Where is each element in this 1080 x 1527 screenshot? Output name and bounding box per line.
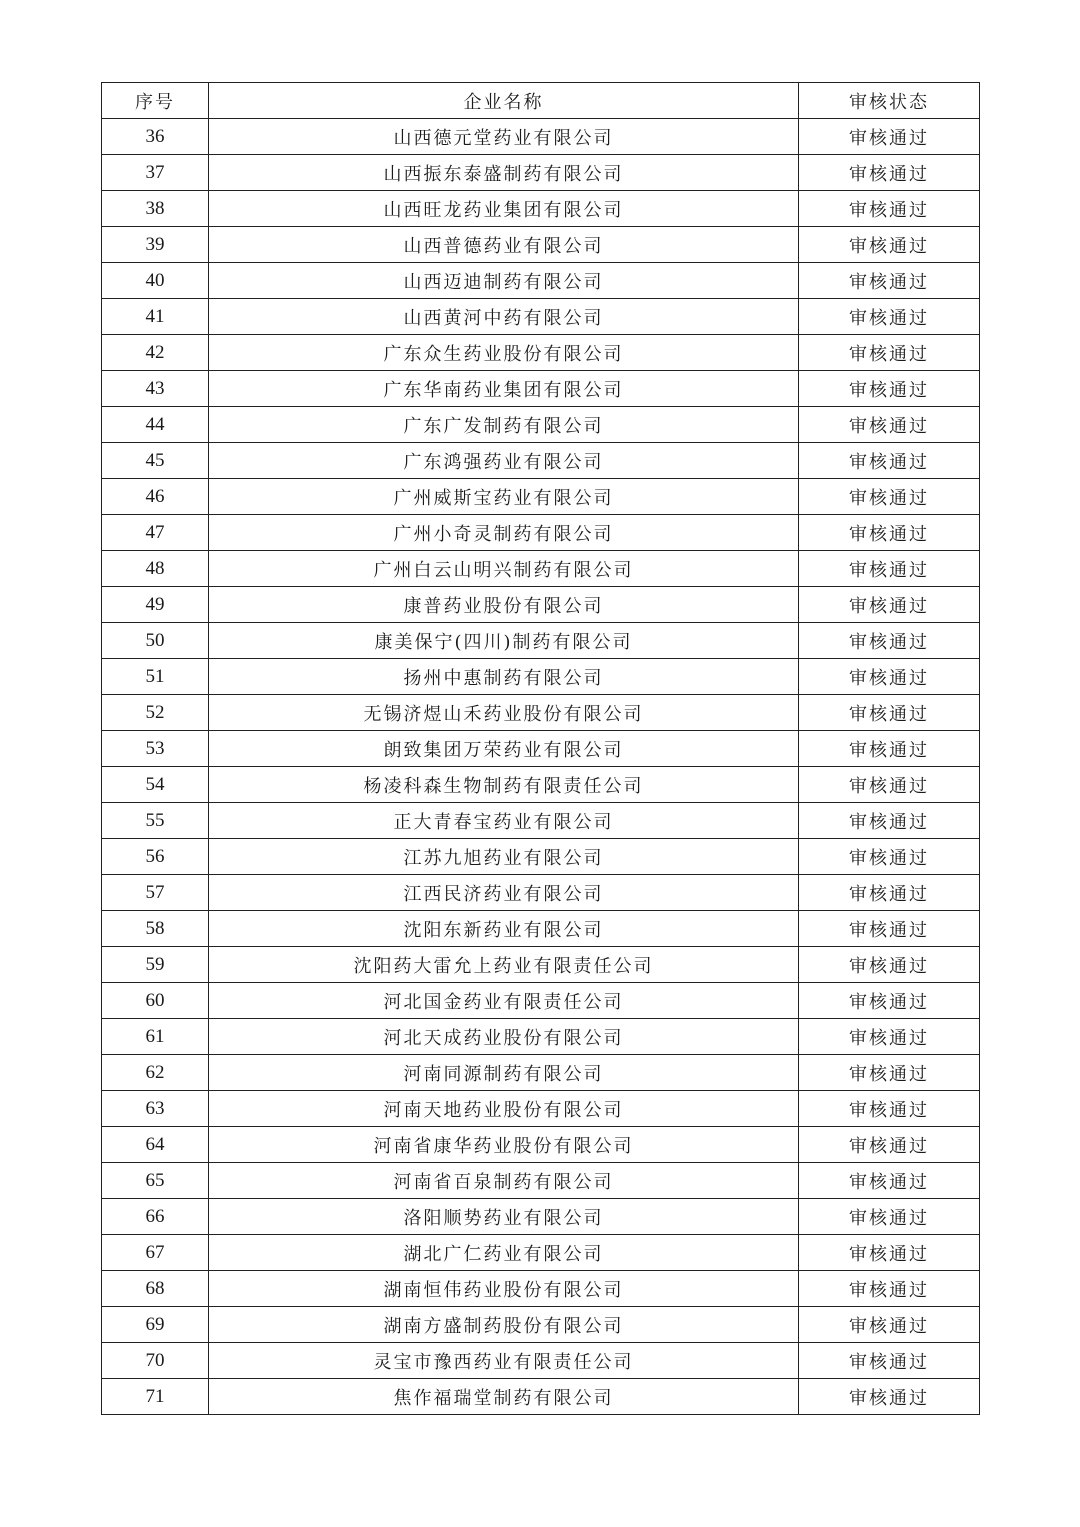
company-name: 杨凌科森生物制药有限责任公司	[209, 767, 799, 803]
company-name: 沈阳药大雷允上药业有限责任公司	[209, 947, 799, 983]
row-number: 56	[102, 839, 209, 875]
table-row	[102, 1091, 980, 1127]
row-number: 64	[102, 1127, 209, 1163]
review-status: 审核通过	[799, 803, 980, 839]
review-status: 审核通过	[799, 407, 980, 443]
header-review-status: 审核状态	[799, 83, 980, 119]
table-row	[102, 371, 980, 407]
review-status: 审核通过	[799, 1343, 980, 1379]
row-number: 50	[102, 623, 209, 659]
review-status: 审核通过	[799, 1379, 980, 1415]
table-row	[102, 263, 980, 299]
company-name: 山西旺龙药业集团有限公司	[209, 191, 799, 227]
table-row	[102, 335, 980, 371]
company-name: 朗致集团万荣药业有限公司	[209, 731, 799, 767]
row-number: 70	[102, 1343, 209, 1379]
table-row	[102, 443, 980, 479]
table-row	[102, 659, 980, 695]
review-status: 审核通过	[799, 299, 980, 335]
company-name: 扬州中惠制药有限公司	[209, 659, 799, 695]
table-row	[102, 1379, 980, 1415]
review-status: 审核通过	[799, 551, 980, 587]
header-row	[102, 83, 980, 119]
table-row	[102, 299, 980, 335]
table-row	[102, 587, 980, 623]
table-row	[102, 1199, 980, 1235]
company-name: 河南天地药业股份有限公司	[209, 1091, 799, 1127]
review-status: 审核通过	[799, 1127, 980, 1163]
company-name: 广州白云山明兴制药有限公司	[209, 551, 799, 587]
review-status: 审核通过	[799, 1163, 980, 1199]
table-row	[102, 1055, 980, 1091]
company-review-table	[101, 82, 980, 1415]
table-row	[102, 479, 980, 515]
row-number: 67	[102, 1235, 209, 1271]
row-number: 45	[102, 443, 209, 479]
company-name: 河北国金药业有限责任公司	[209, 983, 799, 1019]
review-status: 审核通过	[799, 695, 980, 731]
review-status: 审核通过	[799, 767, 980, 803]
review-status: 审核通过	[799, 119, 980, 155]
review-status: 审核通过	[799, 1091, 980, 1127]
table-row	[102, 1127, 980, 1163]
table-row	[102, 1271, 980, 1307]
row-number: 65	[102, 1163, 209, 1199]
row-number: 55	[102, 803, 209, 839]
company-name: 沈阳东新药业有限公司	[209, 911, 799, 947]
table-row	[102, 875, 980, 911]
row-number: 61	[102, 1019, 209, 1055]
row-number: 54	[102, 767, 209, 803]
table-row	[102, 1019, 980, 1055]
company-name: 广东鸿强药业有限公司	[209, 443, 799, 479]
header-company-name: 企业名称	[209, 83, 799, 119]
review-status: 审核通过	[799, 1199, 980, 1235]
table-row	[102, 623, 980, 659]
company-name: 山西德元堂药业有限公司	[209, 119, 799, 155]
row-number: 46	[102, 479, 209, 515]
company-name: 广东广发制药有限公司	[209, 407, 799, 443]
row-number: 48	[102, 551, 209, 587]
table-row	[102, 551, 980, 587]
row-number: 42	[102, 335, 209, 371]
company-name: 湖南方盛制药股份有限公司	[209, 1307, 799, 1343]
review-status: 审核通过	[799, 227, 980, 263]
review-status: 审核通过	[799, 1019, 980, 1055]
row-number: 58	[102, 911, 209, 947]
company-name: 河南省百泉制药有限公司	[209, 1163, 799, 1199]
review-status: 审核通过	[799, 947, 980, 983]
review-status: 审核通过	[799, 479, 980, 515]
company-name: 广东众生药业股份有限公司	[209, 335, 799, 371]
table-row	[102, 227, 980, 263]
review-status: 审核通过	[799, 1055, 980, 1091]
review-status: 审核通过	[799, 335, 980, 371]
company-name: 山西黄河中药有限公司	[209, 299, 799, 335]
table-row	[102, 1163, 980, 1199]
review-status: 审核通过	[799, 731, 980, 767]
table-row	[102, 1307, 980, 1343]
row-number: 39	[102, 227, 209, 263]
review-status: 审核通过	[799, 1271, 980, 1307]
table-row	[102, 767, 980, 803]
review-status: 审核通过	[799, 191, 980, 227]
table-body	[102, 119, 980, 1415]
row-number: 40	[102, 263, 209, 299]
review-status: 审核通过	[799, 515, 980, 551]
table-row	[102, 839, 980, 875]
company-name: 山西普德药业有限公司	[209, 227, 799, 263]
row-number: 68	[102, 1271, 209, 1307]
table-row	[102, 803, 980, 839]
review-status: 审核通过	[799, 371, 980, 407]
row-number: 51	[102, 659, 209, 695]
review-status: 审核通过	[799, 983, 980, 1019]
company-name: 洛阳顺势药业有限公司	[209, 1199, 799, 1235]
row-number: 63	[102, 1091, 209, 1127]
row-number: 62	[102, 1055, 209, 1091]
company-name: 湖南恒伟药业股份有限公司	[209, 1271, 799, 1307]
company-name: 灵宝市豫西药业有限责任公司	[209, 1343, 799, 1379]
table-row	[102, 1343, 980, 1379]
company-name: 康普药业股份有限公司	[209, 587, 799, 623]
review-status: 审核通过	[799, 875, 980, 911]
table-row	[102, 119, 980, 155]
review-status: 审核通过	[799, 263, 980, 299]
company-name: 广州小奇灵制药有限公司	[209, 515, 799, 551]
header-no: 序号	[102, 83, 209, 119]
table-row	[102, 155, 980, 191]
company-name: 江苏九旭药业有限公司	[209, 839, 799, 875]
company-name: 山西迈迪制药有限公司	[209, 263, 799, 299]
row-number: 53	[102, 731, 209, 767]
company-name: 广州威斯宝药业有限公司	[209, 479, 799, 515]
company-name: 山西振东泰盛制药有限公司	[209, 155, 799, 191]
review-status: 审核通过	[799, 587, 980, 623]
table-row	[102, 695, 980, 731]
table-row	[102, 911, 980, 947]
row-number: 41	[102, 299, 209, 335]
row-number: 66	[102, 1199, 209, 1235]
row-number: 69	[102, 1307, 209, 1343]
company-name: 焦作福瑞堂制药有限公司	[209, 1379, 799, 1415]
review-status: 审核通过	[799, 1307, 980, 1343]
table-row	[102, 191, 980, 227]
company-name: 正大青春宝药业有限公司	[209, 803, 799, 839]
row-number: 38	[102, 191, 209, 227]
company-name: 广东华南药业集团有限公司	[209, 371, 799, 407]
company-name: 湖北广仁药业有限公司	[209, 1235, 799, 1271]
review-status: 审核通过	[799, 1235, 980, 1271]
company-name: 康美保宁(四川)制药有限公司	[209, 623, 799, 659]
review-status: 审核通过	[799, 443, 980, 479]
company-name: 河南省康华药业股份有限公司	[209, 1127, 799, 1163]
row-number: 60	[102, 983, 209, 1019]
row-number: 59	[102, 947, 209, 983]
review-status: 审核通过	[799, 659, 980, 695]
table-row	[102, 407, 980, 443]
row-number: 36	[102, 119, 209, 155]
row-number: 71	[102, 1379, 209, 1415]
table-row	[102, 983, 980, 1019]
row-number: 52	[102, 695, 209, 731]
company-name: 无锡济煜山禾药业股份有限公司	[209, 695, 799, 731]
review-status: 审核通过	[799, 155, 980, 191]
row-number: 44	[102, 407, 209, 443]
row-number: 57	[102, 875, 209, 911]
row-number: 37	[102, 155, 209, 191]
review-status: 审核通过	[799, 911, 980, 947]
table-row	[102, 731, 980, 767]
table-row	[102, 515, 980, 551]
company-name: 河南同源制药有限公司	[209, 1055, 799, 1091]
review-status: 审核通过	[799, 839, 980, 875]
company-name: 江西民济药业有限公司	[209, 875, 799, 911]
row-number: 47	[102, 515, 209, 551]
row-number: 49	[102, 587, 209, 623]
table-row	[102, 1235, 980, 1271]
row-number: 43	[102, 371, 209, 407]
review-status: 审核通过	[799, 623, 980, 659]
table-row	[102, 947, 980, 983]
company-name: 河北天成药业股份有限公司	[209, 1019, 799, 1055]
